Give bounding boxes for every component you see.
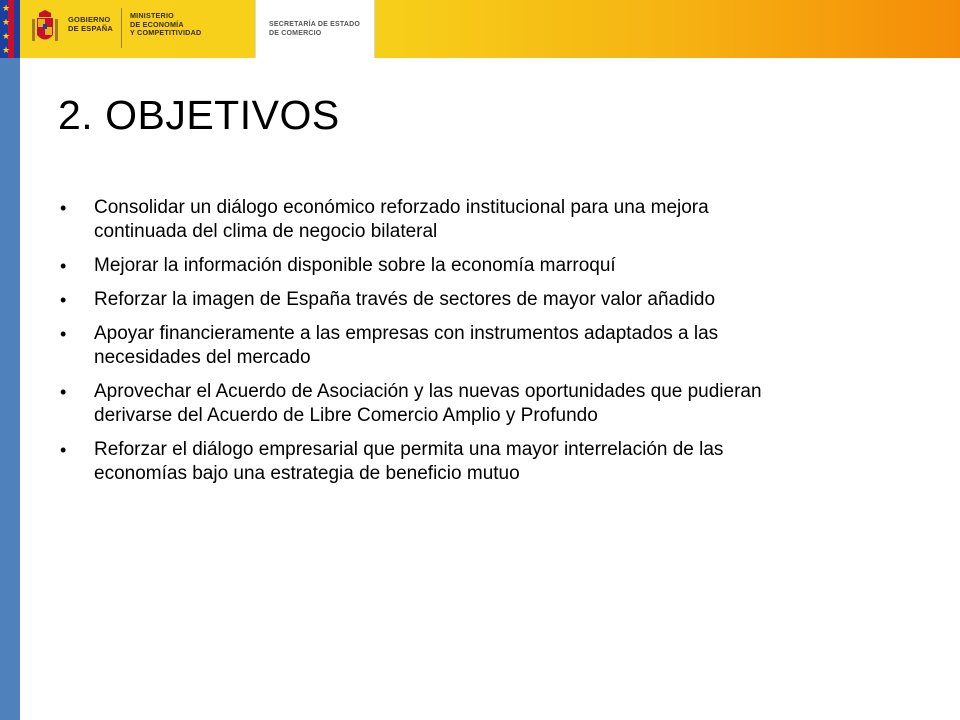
- slide-title: 2. OBJETIVOS: [58, 92, 340, 138]
- bullet-text-line: derivarse del Acuerdo de Libre Comercio Amplio y Profundo: [94, 405, 598, 426]
- secretariat-box: [255, 0, 375, 58]
- bullet-text-line: Reforzar la imagen de España través de sectores de mayor valor añadido: [94, 289, 716, 310]
- header-band: [0, 0, 960, 58]
- bullet-item: [60, 322, 900, 370]
- bullet-text-line: Consolidar un diálogo económico reforzado institucional para una mejora: [94, 197, 709, 218]
- bullet-text-line: Apoyar financieramente a las empresas con instrumentos adaptados a las: [94, 323, 719, 344]
- coat-of-arms-icon: [30, 9, 60, 49]
- bullet-text-line: Aprovechar el Acuerdo de Asociación y las nuevas oportunidades que pudieran: [94, 381, 762, 402]
- ministry-label: MINISTERIO DE ECONOMÍA Y COMPETITIVIDAD: [130, 11, 202, 38]
- eu-star-icon: ★: [2, 31, 11, 41]
- secretariat-label: SECRETARÍA DE ESTADO DE COMERCIO: [269, 21, 360, 37]
- bullet-marker: •: [60, 382, 67, 402]
- bullet-text-line: necesidades del mercado: [94, 347, 311, 368]
- bullet-marker: •: [60, 290, 67, 310]
- bullet-list: [60, 196, 900, 496]
- bullet-marker: •: [60, 256, 67, 276]
- bullet-marker: •: [60, 440, 67, 460]
- bullet-text-line: Mejorar la información disponible sobre la economía marroquí: [94, 255, 616, 276]
- bullet-marker: •: [60, 198, 67, 218]
- eu-star-icon: ★: [2, 17, 11, 27]
- bullet-text-line: continuada del clima de negocio bilateral: [94, 221, 438, 242]
- government-label: GOBIERNO DE ESPAÑA: [68, 15, 114, 33]
- bullet-item: [60, 288, 900, 312]
- bullet-item: [60, 380, 900, 428]
- bullet-item: [60, 196, 900, 244]
- bullet-marker: •: [60, 324, 67, 344]
- eu-star-icon: ★: [2, 45, 11, 55]
- left-accent-bar: [0, 58, 20, 720]
- eu-star-icon: ★: [2, 3, 11, 13]
- bullet-item: [60, 438, 900, 486]
- eu-flag-strip: [0, 0, 20, 58]
- bullet-item: [60, 254, 900, 278]
- divider: [121, 8, 122, 48]
- bullet-text-line: Reforzar el diálogo empresarial que permita una mayor interrelación de las: [94, 439, 724, 460]
- bullet-text-line: economías bajo una estrategia de beneficio mutuo: [94, 463, 520, 484]
